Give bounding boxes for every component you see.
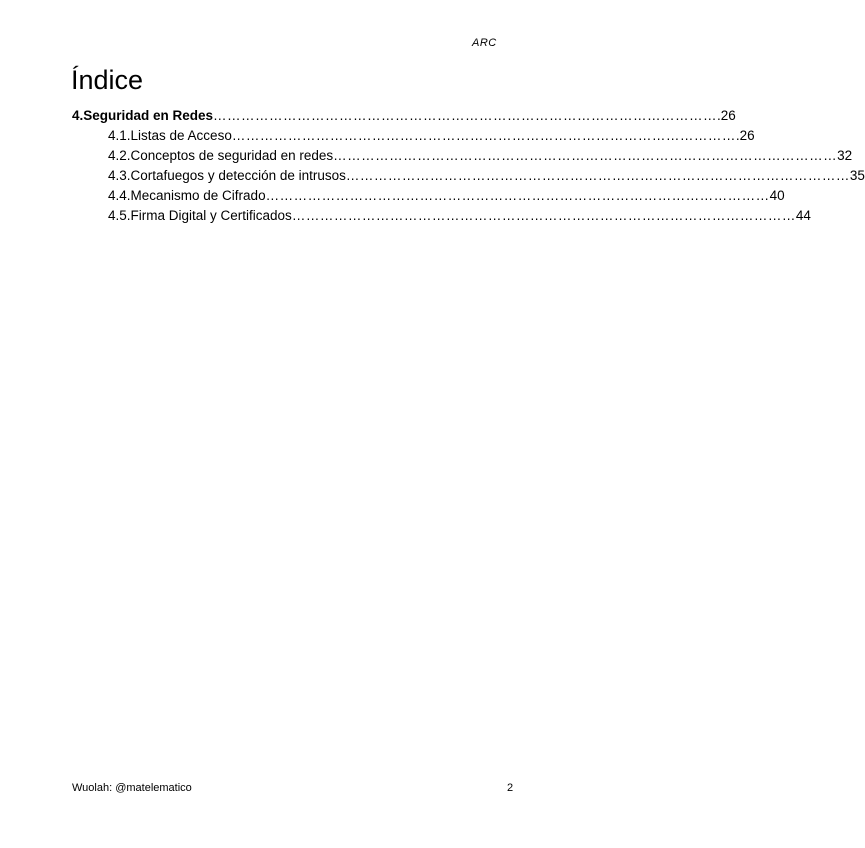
toc-entry-label: 4.4.Mecanismo de Cifrado [108, 188, 266, 203]
toc-entry-page: 35 [849, 168, 865, 183]
toc-leader-dots: ……………………………………………………………………………………………… [265, 188, 770, 203]
toc-entry-cortafuegos[interactable] [72, 166, 865, 186]
toc-entry-seguridad-en-redes[interactable] [72, 106, 736, 126]
toc-leader-dots: ……………………………………………………………………………………………… [333, 148, 838, 163]
toc-leader-dots: ……………………………………………………………………………………………… [345, 168, 850, 183]
toc-entry-firma-digital[interactable] [72, 206, 811, 226]
toc-entry-label: 4.3.Cortafuegos y detección de intrusos [108, 168, 346, 183]
toc-entry-label: 4.2.Conceptos de seguridad en redes [108, 148, 334, 163]
toc-leader-dots: ……………………………………………………………………………………………… [213, 108, 718, 123]
toc-entry-conceptos-seguridad[interactable] [72, 146, 853, 166]
toc-entry-page: .26 [717, 108, 736, 123]
header-doc-code: ARC [472, 37, 497, 49]
toc-entry-listas-de-acceso[interactable] [72, 126, 755, 146]
toc-leader-dots: ……………………………………………………………………………………………… [291, 208, 796, 223]
toc-entry-page: 44 [795, 208, 811, 223]
toc-entry-label: 4.1.Listas de Acceso [108, 128, 232, 143]
table-of-contents [72, 106, 865, 226]
toc-leader-dots: ……………………………………………………………………………………………… [231, 128, 736, 143]
toc-entry-page: 32 [837, 148, 853, 163]
page-title: Índice [71, 65, 144, 95]
toc-entry-page: .26 [735, 128, 755, 143]
footer-author: Wuolah: @matelematico [72, 782, 192, 794]
toc-entry-page: 40 [769, 188, 785, 203]
toc-entry-label: 4.5.Firma Digital y Certificados [108, 208, 292, 223]
toc-entry-mecanismo-cifrado[interactable] [72, 186, 785, 206]
toc-entry-label: 4.Seguridad en Redes [72, 108, 214, 123]
footer-page-number: 2 [507, 782, 514, 794]
